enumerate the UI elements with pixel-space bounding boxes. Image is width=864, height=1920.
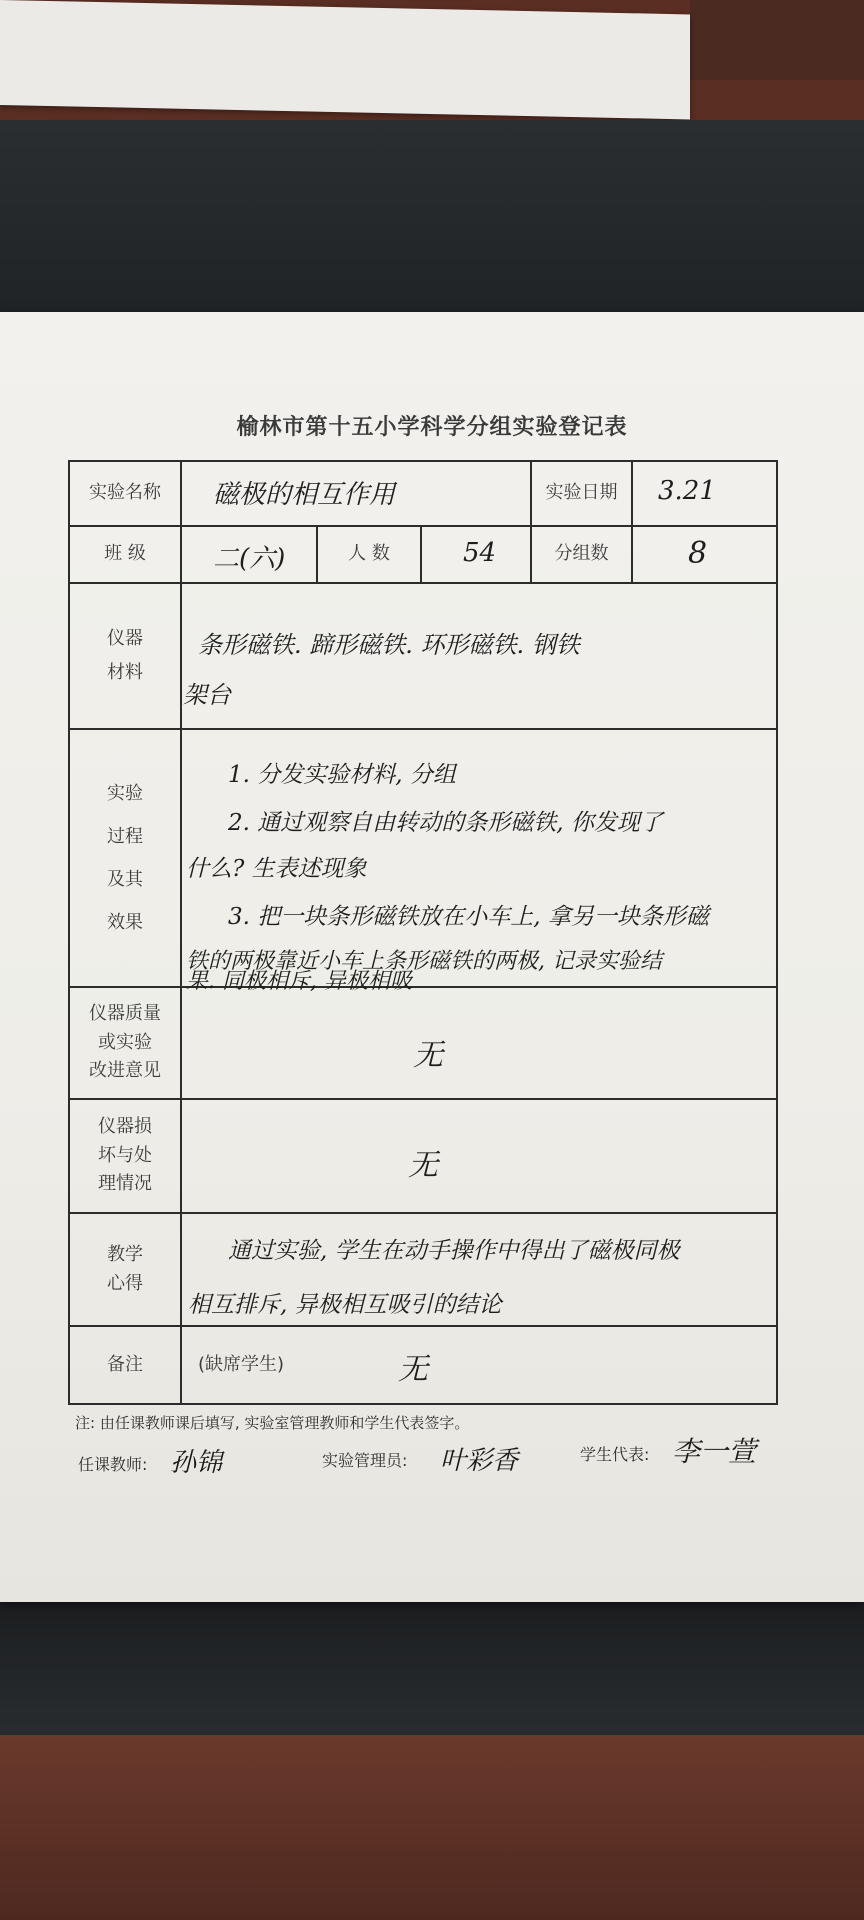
value-quality: 无	[413, 1038, 443, 1073]
value-groups: 8	[688, 536, 708, 571]
form-title: 榆林市第十五小学科学分组实验登记表	[236, 415, 628, 440]
label-experiment-name: 实验名称	[89, 482, 161, 504]
label-experiment-date: 实验日期	[545, 482, 618, 504]
value-class: 二(六)	[213, 544, 286, 574]
label-class: 班 级	[104, 543, 146, 565]
label-reflection: 教学 心得	[107, 1243, 143, 1294]
label-remarks: 备注	[107, 1353, 143, 1375]
value-equipment-line2: 架台	[183, 681, 231, 709]
value-equipment-line1: 条形磁铁. 蹄形磁铁. 环形磁铁. 钢铁	[198, 631, 580, 659]
label-column-line	[180, 460, 182, 1405]
form-note: 注: 由任课教师课后填写, 实验室管理教师和学生代表签字。	[75, 1414, 470, 1432]
value-reflection-line1: 通过实验, 学生在动手操作中得出了磁极同极	[228, 1238, 680, 1264]
top-paper-sheet	[0, 0, 690, 119]
label-quality: 仪器质量 或实验 改进意见	[89, 1002, 161, 1082]
label-groups: 分组数	[554, 543, 609, 565]
row-line	[68, 1325, 778, 1327]
col-line	[631, 460, 633, 582]
value-process-line6: 果. 同极相斥, 异极相吸	[186, 969, 412, 994]
value-process-line5: 铁的两极靠近小车上条形磁铁的两极, 记录实验结	[186, 949, 662, 974]
remarks-prefix: (缺席学生)	[198, 1353, 285, 1375]
value-people: 54	[463, 538, 497, 568]
table-border-bottom	[68, 1403, 778, 1405]
value-remarks: 无	[398, 1352, 428, 1387]
desk-mat-sheen	[0, 120, 864, 340]
label-people: 人 数	[348, 543, 390, 565]
row-line	[68, 986, 778, 988]
teacher-signature: 孙锦	[170, 1448, 223, 1478]
value-experiment-date: 3.21	[658, 476, 716, 506]
col-line	[420, 525, 422, 582]
label-equipment: 仪器 材料	[107, 627, 143, 683]
value-experiment-name: 磁极的相互作用	[213, 480, 396, 510]
student-rep-signature: 李一萱	[672, 1435, 757, 1468]
student-rep-label: 学生代表:	[580, 1445, 650, 1464]
desk-surface	[690, 0, 864, 80]
label-process: 实验 过程 及其 效果	[107, 782, 143, 934]
value-reflection-line2: 相互排斥, 异极相互吸引的结论	[188, 1292, 502, 1318]
row-line	[68, 1098, 778, 1100]
value-process-line4: 3. 把一块条形磁铁放在小车上, 拿另一块条形磁	[228, 904, 709, 930]
value-process-line1: 1. 分发实验材料, 分组	[228, 762, 456, 788]
label-damage: 仪器损 坏与处 理情况	[98, 1115, 152, 1195]
lab-manager-label: 实验管理员:	[322, 1451, 408, 1470]
desk-bottom	[0, 1735, 864, 1920]
teacher-label: 任课教师:	[78, 1455, 148, 1474]
form-table	[68, 460, 778, 1405]
table-border-right	[776, 460, 778, 1405]
value-damage: 无	[408, 1148, 438, 1183]
registration-form-paper	[0, 312, 864, 1602]
value-process-line3: 什么? 生表述现象	[186, 856, 367, 882]
lab-manager-signature: 叶彩香	[440, 1446, 519, 1476]
value-process-line2: 2. 通过观察自由转动的条形磁铁, 你发现了	[228, 810, 663, 836]
row-line	[68, 1212, 778, 1214]
